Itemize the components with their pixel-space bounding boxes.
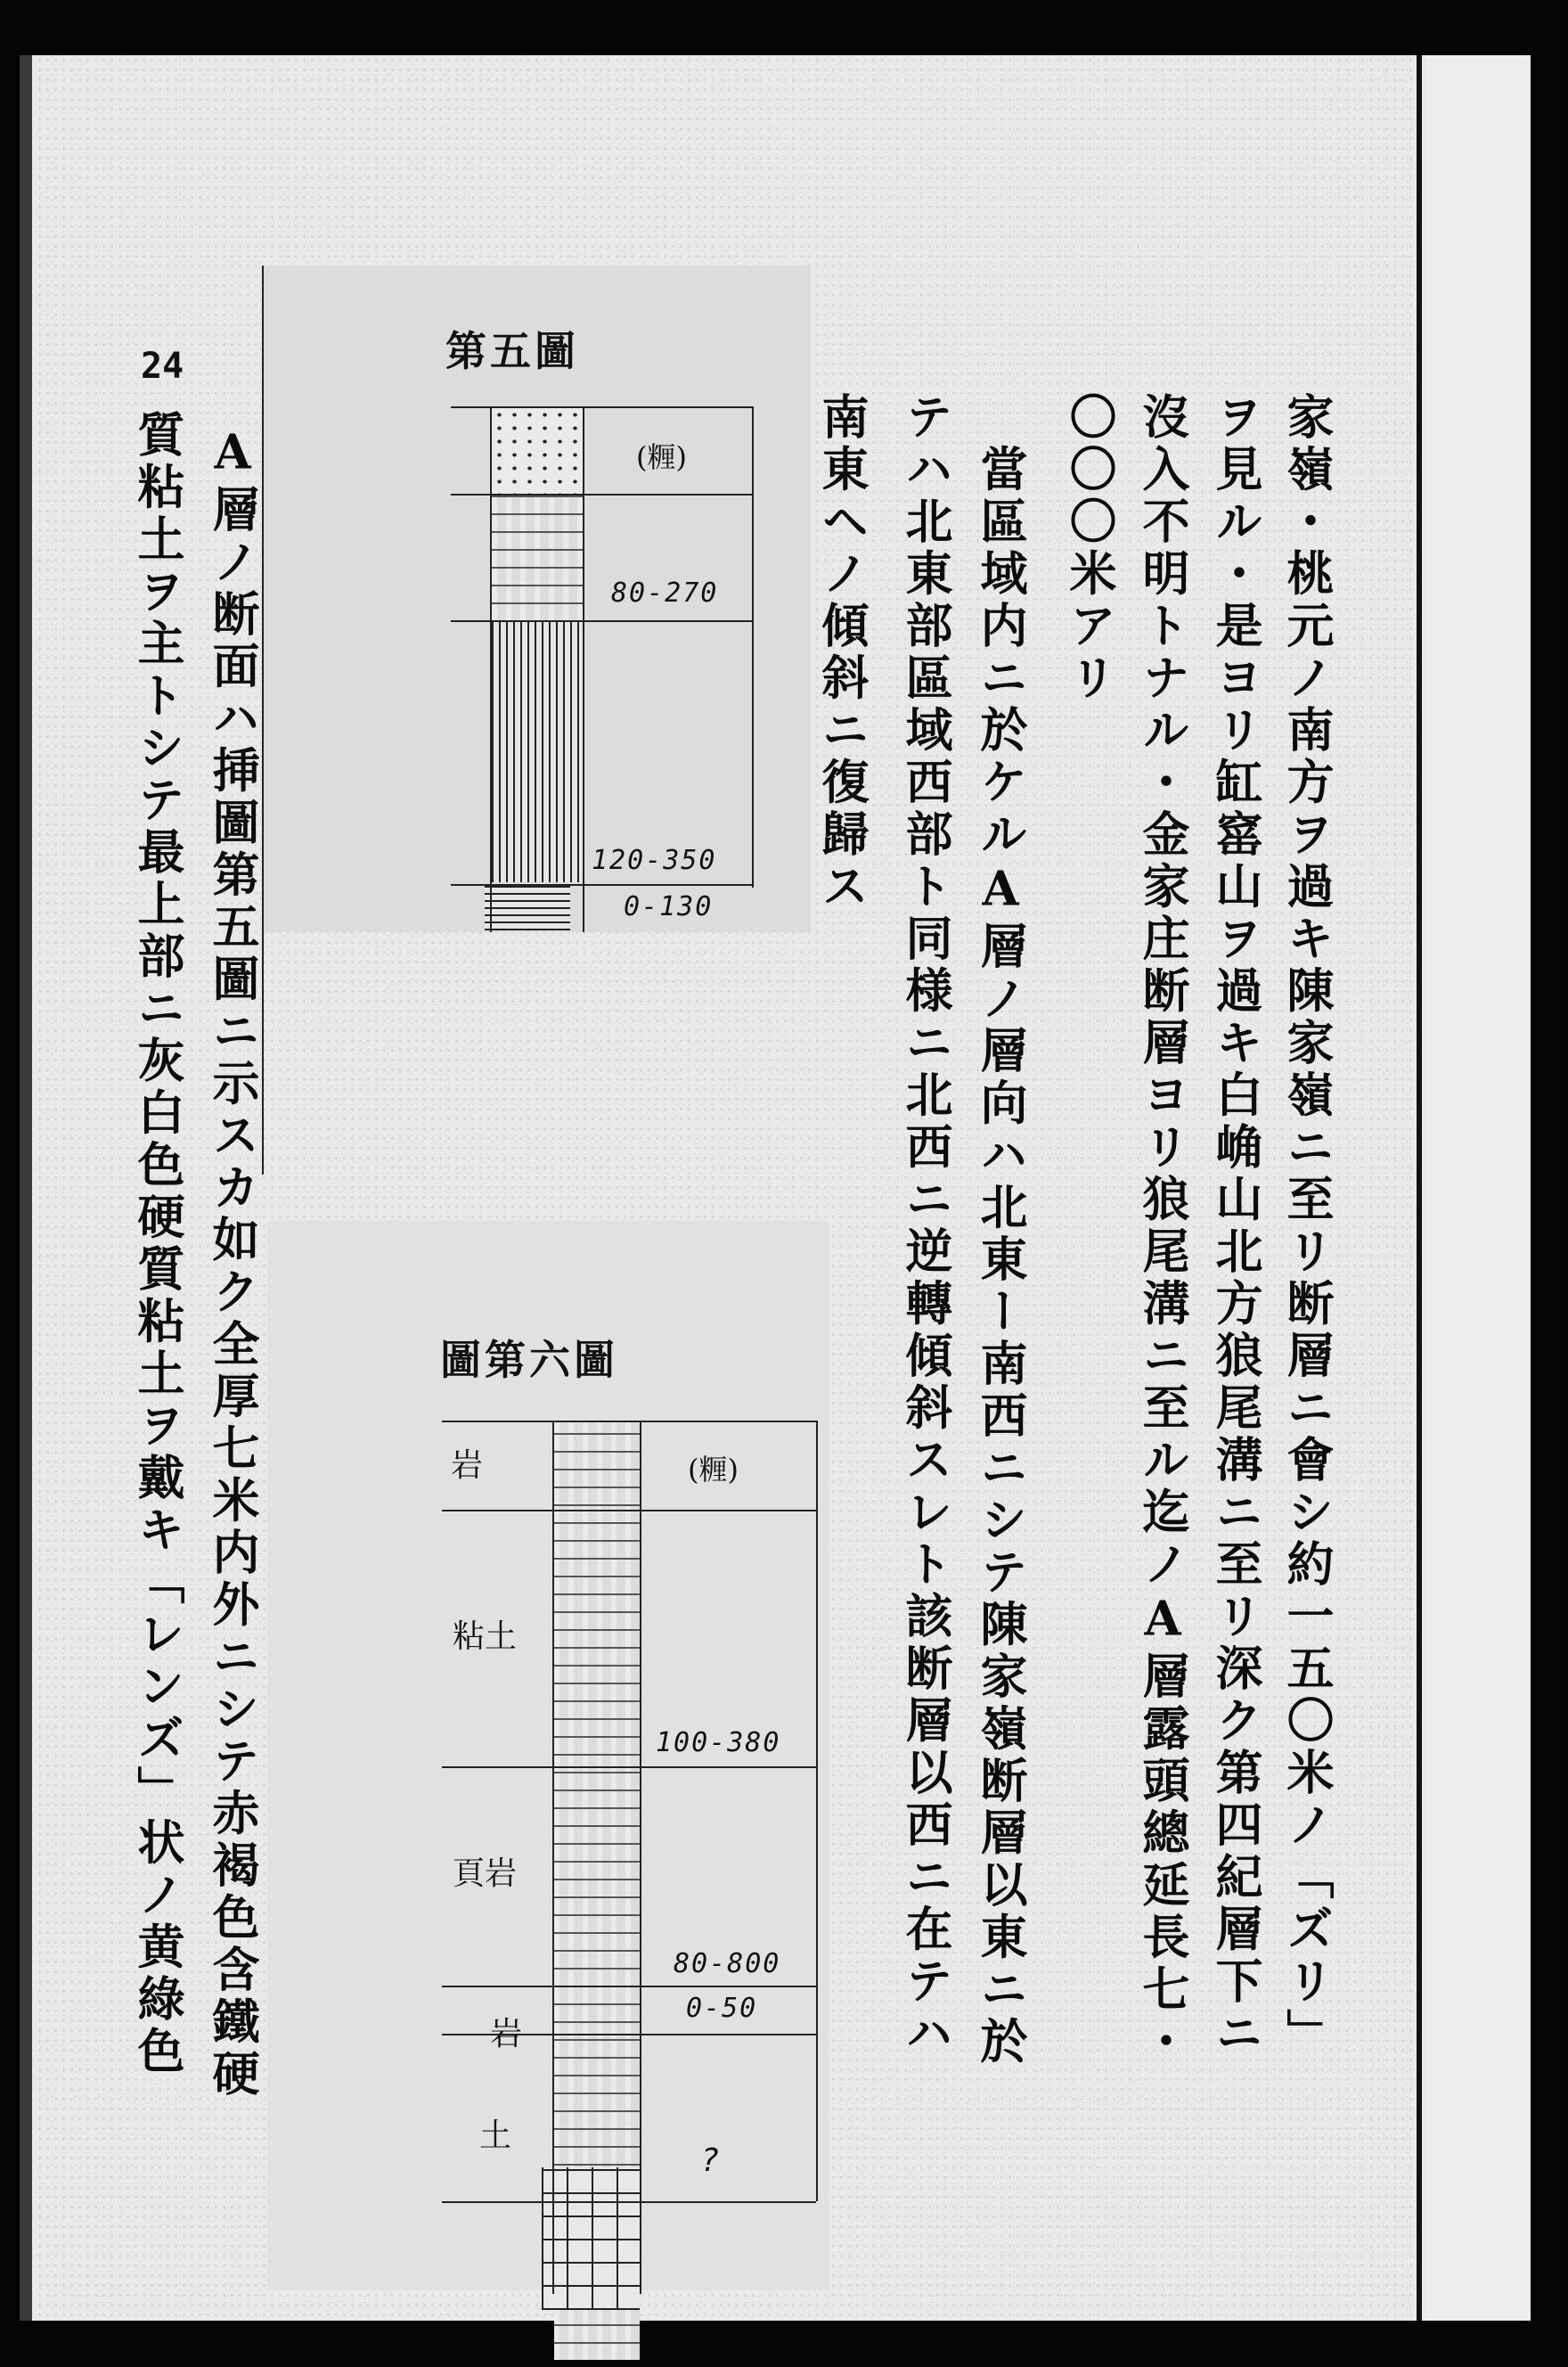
figure6-rule bbox=[442, 1510, 816, 1511]
figure5-layer-bottom bbox=[485, 886, 570, 930]
paste-edge-line bbox=[262, 266, 264, 1175]
figure6-rule bbox=[442, 2201, 816, 2203]
figure5-thickness-2: 120-350 bbox=[592, 845, 717, 876]
figure5-layer-striped bbox=[492, 622, 583, 882]
figure6-rule bbox=[442, 1421, 816, 1422]
text-column-9: 質粘土ヲ主トシテ最上部ニ灰白色硬質粘土ヲ戴キ「レンズ」状ノ黄綠色 bbox=[130, 410, 185, 2078]
page-number: 24 bbox=[141, 346, 184, 387]
figure6-unit: (糎) bbox=[688, 1453, 739, 1487]
figure6-title: 圖第六圖 bbox=[440, 1336, 618, 1384]
text-column-1: 家嶺・桃元ノ南方ヲ過キ陳家嶺ニ至リ断層ニ會シ約一五〇米ノ「ズリ」 bbox=[1279, 392, 1335, 2060]
figure5-rule bbox=[451, 494, 754, 496]
figure5-layer-clay bbox=[492, 496, 583, 620]
text-column-3: 沒入不明トナル・金家庄断層ヨリ狼尾溝ニ至ル迄ノA層露頭總延長七・ bbox=[1135, 392, 1190, 2068]
figure5-thickness-3: 0-130 bbox=[624, 891, 714, 922]
text-column-6: テハ北東部區域西部ト同様ニ北西ニ逆轉傾斜スレト該断層以西ニ在テハ bbox=[898, 392, 953, 2060]
figure5-rule bbox=[752, 406, 754, 888]
figure6-rock-label-2: 粘土 bbox=[453, 1618, 518, 1655]
figure6-rule bbox=[552, 1421, 554, 2294]
figure5-rule bbox=[583, 406, 584, 932]
figure6-thickness-1: 100-380 bbox=[656, 1727, 781, 1758]
figure6-layer-brick bbox=[542, 2167, 640, 2310]
figure6-rule bbox=[442, 1766, 816, 1768]
figure6-rock-label-1: 岩 bbox=[451, 1447, 484, 1484]
text-column-5: 當區域内ニ於ケルA層ノ層向ハ北東ー南西ニシテ陳家嶺断層以東ニ於 bbox=[973, 392, 1028, 2068]
figure6-rule bbox=[816, 1421, 818, 2201]
figure5-rule bbox=[451, 884, 754, 886]
figure5-rule bbox=[451, 620, 754, 622]
figure6-rock-label-5: 土 bbox=[479, 2117, 512, 2154]
figure6-rock-label-4: 岩 bbox=[490, 2016, 523, 2052]
left-page-edge bbox=[20, 55, 32, 2321]
text-column-4: 〇〇〇米アリ bbox=[1062, 392, 1117, 705]
text-column-2: ヲ見ル・是ヨリ缸窰山ヲ過キ白崅山北方狼尾溝ニ至リ深ク第四紀層下ニ bbox=[1208, 392, 1263, 2060]
text-column-7: 南東ヘノ傾斜ニ復歸ス bbox=[814, 392, 870, 913]
figure5-title: 第五圖 bbox=[445, 327, 579, 375]
figure5-unit: (糎) bbox=[636, 440, 687, 474]
text-column-8: A層ノ断面ハ挿圖第五圖ニ示スカ如ク全厚七米内外ニシテ赤褐色含鐵硬 bbox=[205, 373, 260, 2101]
figure6-thickness-2: 80-800 bbox=[674, 1948, 781, 1979]
figure6-rule bbox=[442, 1986, 816, 1987]
page-spine bbox=[1417, 55, 1422, 2321]
figure5-layer-gravel bbox=[492, 408, 583, 494]
figure6-rule bbox=[640, 1421, 641, 2294]
figure6-thickness-3: 0-50 bbox=[686, 1993, 758, 2024]
figure5-thickness-1: 80-270 bbox=[611, 577, 719, 609]
adjacent-page bbox=[1425, 55, 1531, 2321]
figure5-rule bbox=[451, 406, 754, 408]
figure5-rule bbox=[490, 406, 492, 932]
figure6-thickness-4: ? bbox=[700, 2142, 722, 2179]
figure6-rock-label-3: 頁岩 bbox=[453, 1855, 518, 1892]
